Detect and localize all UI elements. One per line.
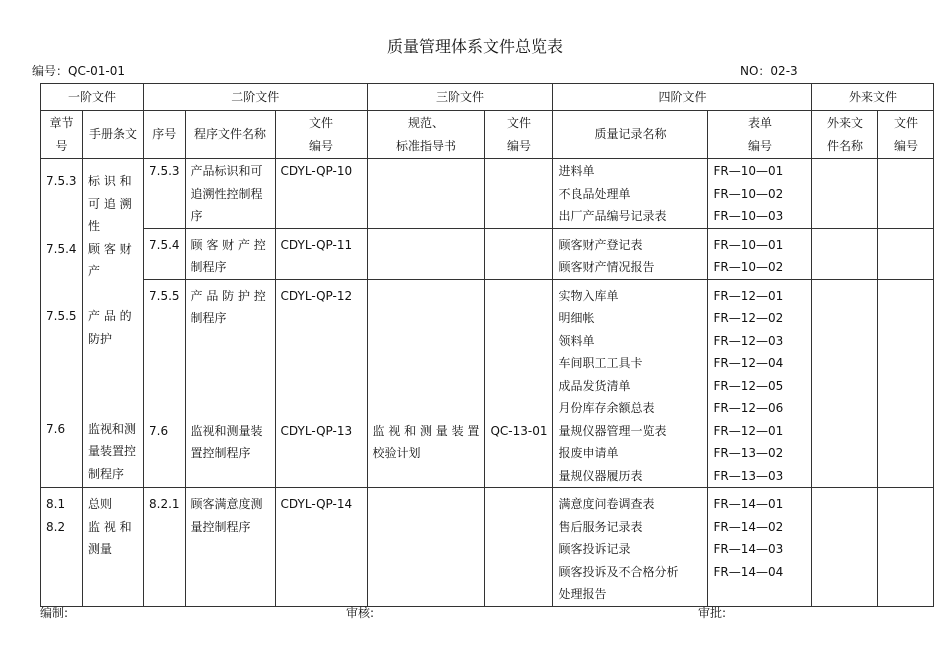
procedure-number xyxy=(281,397,362,420)
column-header xyxy=(83,111,144,159)
column-header xyxy=(812,111,878,159)
quality-record-name: 售后服务记录表 xyxy=(558,519,643,534)
manual-clause xyxy=(88,283,138,306)
column-header-text: 序号 xyxy=(152,127,177,141)
form-number-cell xyxy=(708,159,812,229)
external-document-number-cell xyxy=(878,228,934,279)
form-number: FR—14—02 xyxy=(713,519,784,534)
chapter-number: 7.5.4 xyxy=(46,241,77,256)
chapter-number: 7.6 xyxy=(46,421,66,436)
column-header xyxy=(878,111,934,159)
chapter-number: 8.2 xyxy=(46,519,66,534)
quality-record-name: 量规仪器管理一览表 xyxy=(558,423,667,438)
column-header xyxy=(553,111,708,159)
external-document-number-cell xyxy=(878,279,934,488)
procedure-number xyxy=(281,307,362,330)
group-header: 二阶文件 xyxy=(144,84,368,111)
procedure-name: 产品标识和可 xyxy=(190,164,263,178)
procedure-name xyxy=(191,352,270,375)
sequence-number xyxy=(149,330,180,353)
table-section-row xyxy=(41,159,934,229)
standard-guide: 校验计划 xyxy=(372,446,421,460)
quality-record-name: 顾客财产登记表 xyxy=(558,237,643,252)
procedure-name: 量控制程序 xyxy=(190,519,251,534)
manual-clause: 性 xyxy=(88,219,101,233)
procedure-name: 产 品 防 护 控 xyxy=(190,288,266,303)
chapter-number xyxy=(46,463,77,486)
form-number: FR—10—01 xyxy=(713,237,784,252)
group-header: 外来文件 xyxy=(812,84,934,111)
procedure-name: 制程序 xyxy=(190,311,227,325)
chapter-number xyxy=(46,215,77,238)
standard-number-cell xyxy=(485,228,553,279)
column-header xyxy=(275,111,367,159)
manual-clause: 防护 xyxy=(88,331,113,346)
chapter-number: 7.5.3 xyxy=(46,174,77,188)
form-number-cell xyxy=(708,228,812,279)
chapter-number: 8.1 xyxy=(46,497,66,511)
form-number-cell xyxy=(708,488,812,607)
form-number: FR—12—01 xyxy=(713,288,784,303)
quality-record-name: 顾客财产情况报告 xyxy=(558,260,655,274)
quality-record-name-cell xyxy=(553,228,708,279)
quality-record-name: 顾客投诉及不合格分析 xyxy=(558,564,679,579)
quality-record-name: 领料单 xyxy=(558,333,595,348)
sequence-number-cell xyxy=(144,488,186,607)
sequence-number-cell xyxy=(144,279,186,488)
standard-guide-cell xyxy=(367,228,485,279)
procedure-name-cell xyxy=(185,488,275,607)
column-header-text: 件名称 xyxy=(826,138,863,153)
column-header-text: 文件编号 xyxy=(893,115,918,153)
standard-guide xyxy=(373,352,480,375)
column-header-text: 规范、 xyxy=(407,115,444,130)
manual-clause-cell xyxy=(83,159,144,488)
column-header xyxy=(144,111,186,159)
manual-clause xyxy=(88,350,138,373)
sequence-number: 7.6 xyxy=(149,423,169,438)
approved-by-label: 审批: xyxy=(698,606,727,620)
procedure-number xyxy=(281,330,362,353)
quality-record-name: 明细帐 xyxy=(558,311,595,325)
quality-record-name: 量规仪器履历表 xyxy=(558,468,643,483)
quality-record-name: 不良品处理单 xyxy=(558,186,631,201)
procedure-name: 置控制程序 xyxy=(190,446,251,460)
external-document-name-cell xyxy=(812,488,878,607)
sequence-number-cell xyxy=(144,159,186,229)
column-header-text: 手册条文 xyxy=(88,127,137,141)
procedure-number: CDYL-QP-12 xyxy=(280,288,353,303)
chapter-number xyxy=(46,440,77,463)
quality-record-name: 成品发货清单 xyxy=(558,378,631,393)
column-header-text: 标准指导书 xyxy=(395,138,456,153)
standard-guide-cell xyxy=(367,159,485,229)
quality-record-name: 月份库存余额总表 xyxy=(558,401,655,415)
standard-guide xyxy=(373,375,480,398)
chapter-number: 7.5.5 xyxy=(46,309,77,323)
procedure-number xyxy=(281,375,362,398)
procedure-number-cell xyxy=(275,279,367,488)
sequence-number: 7.5.3 xyxy=(149,164,180,178)
quality-record-name: 满意度问卷调查表 xyxy=(558,497,655,511)
group-header: 四阶文件 xyxy=(553,84,812,111)
sequence-number xyxy=(149,375,180,398)
form-number: FR—12—02 xyxy=(713,311,784,325)
external-document-name-cell xyxy=(812,279,878,488)
procedure-name xyxy=(191,397,270,420)
manual-clause: 量装置控 xyxy=(88,444,137,458)
chapter-cell xyxy=(41,159,83,488)
form-number: FR—14—03 xyxy=(713,542,784,556)
chapter-number xyxy=(46,395,77,418)
form-number: FR—10—03 xyxy=(713,209,784,223)
column-header-text: 程序文件名称 xyxy=(194,127,267,141)
procedure-number: CDYL-QP-10 xyxy=(280,164,353,178)
procedure-name: 顾客满意度测 xyxy=(190,497,263,511)
standard-number: QC-13-01 xyxy=(490,423,548,438)
chapter-number xyxy=(46,373,77,396)
procedure-number-cell xyxy=(275,488,367,607)
sequence-number xyxy=(149,397,180,420)
table-section-row xyxy=(41,279,934,488)
manual-clause: 监 视 和 xyxy=(88,519,132,534)
form-number: FR—12—05 xyxy=(713,378,784,393)
manual-clause: 可 追 溯 xyxy=(88,196,132,211)
manual-clause xyxy=(88,395,138,418)
procedure-number: CDYL-QP-14 xyxy=(280,497,353,511)
procedure-name-cell xyxy=(185,159,275,229)
manual-clause: 产 品 的 xyxy=(88,309,132,323)
quality-record-name: 实物入库单 xyxy=(558,288,619,303)
column-header xyxy=(367,111,485,159)
procedure-number-cell xyxy=(275,159,367,229)
form-number: FR—12—01 xyxy=(713,423,784,438)
procedure-name: 序 xyxy=(190,209,203,223)
procedure-number: CDYL-QP-13 xyxy=(280,423,353,438)
form-number: FR—13—03 xyxy=(713,468,784,483)
manual-clause: 制程序 xyxy=(88,466,125,481)
column-header xyxy=(185,111,275,159)
form-number: FR—10—02 xyxy=(713,260,784,274)
standard-number xyxy=(490,285,547,308)
procedure-name-cell xyxy=(185,279,275,488)
chapter-cell xyxy=(41,488,83,607)
quality-record-name: 车间职工工具卡 xyxy=(558,356,643,370)
standard-guide xyxy=(373,397,480,420)
standard-number xyxy=(490,352,547,375)
quality-record-name: 报废申请单 xyxy=(558,446,619,460)
prepared-by-label: 编制: xyxy=(40,606,69,620)
group-header: 三阶文件 xyxy=(367,84,553,111)
column-header-text: 文件编号 xyxy=(506,115,531,153)
manual-clause: 产 xyxy=(88,264,101,278)
procedure-number xyxy=(281,352,362,375)
procedure-name: 制程序 xyxy=(190,260,227,274)
manual-clause: 测量 xyxy=(88,542,113,556)
column-header-text: 章节号 xyxy=(49,115,74,153)
quality-record-name-cell xyxy=(553,488,708,607)
sequence-number-cell xyxy=(144,228,186,279)
page-title: 质量管理体系文件总览表 xyxy=(386,37,563,56)
standard-guide-cell xyxy=(367,488,485,607)
external-document-name-cell xyxy=(812,228,878,279)
form-number: FR—10—01 xyxy=(713,164,784,178)
document-number: 编号：QC-01-01 xyxy=(32,64,126,78)
quality-record-name: 进料单 xyxy=(558,164,595,178)
manual-clause: 标 识 和 xyxy=(88,174,132,188)
group-header: 一阶文件 xyxy=(41,84,144,111)
procedure-name: 追溯性控制程 xyxy=(190,186,263,201)
quality-record-name: 顾客投诉记录 xyxy=(558,542,631,556)
procedure-name: 监视和测量装 xyxy=(190,423,263,438)
sequence-number xyxy=(149,352,180,375)
manual-clause: 监视和测 xyxy=(88,421,137,436)
column-header-row xyxy=(41,111,934,159)
quality-record-name-cell xyxy=(553,159,708,229)
sequence-number xyxy=(149,307,180,330)
column-header-text: 外来文 xyxy=(826,115,863,130)
external-document-name-cell xyxy=(812,159,878,229)
manual-clause-cell xyxy=(83,488,144,607)
form-number: FR—12—03 xyxy=(713,333,784,348)
column-header xyxy=(708,111,812,159)
column-header-text: 文件编号 xyxy=(309,115,334,153)
column-header xyxy=(41,111,83,159)
table-section-row xyxy=(41,228,934,279)
standard-number-cell xyxy=(485,159,553,229)
sequence-number: 7.5.4 xyxy=(149,237,180,252)
form-number: FR—14—01 xyxy=(713,497,784,511)
chapter-number xyxy=(46,350,77,373)
group-header-row xyxy=(41,84,934,111)
procedure-number-cell xyxy=(275,228,367,279)
standard-number-cell xyxy=(485,279,553,488)
form-number: FR—10—02 xyxy=(713,186,784,201)
standard-guide xyxy=(373,285,480,308)
form-number: FR—12—06 xyxy=(713,401,784,415)
manual-clause: 总则 xyxy=(88,497,113,511)
manual-clause: 顾 客 财 xyxy=(88,241,132,256)
procedure-name xyxy=(191,375,270,398)
standard-number xyxy=(490,397,547,420)
procedure-number: CDYL-QP-11 xyxy=(280,237,353,252)
reviewed-by-label: 审核: xyxy=(346,606,375,620)
procedure-name: 顾 客 财 产 控 xyxy=(190,237,266,252)
column-header xyxy=(485,111,553,159)
sheet-number: NO：02-3 xyxy=(740,64,798,78)
standard-guide: 监 视 和 测 量 装 置 xyxy=(372,423,480,438)
quality-record-name: 处理报告 xyxy=(558,587,607,601)
chapter-number xyxy=(46,260,77,283)
form-number: FR—14—04 xyxy=(713,564,784,579)
form-number: FR—12—04 xyxy=(713,356,784,370)
standard-guide xyxy=(373,330,480,353)
standard-number xyxy=(490,307,547,330)
column-header-text: 表单编号 xyxy=(747,115,772,153)
form-number-cell xyxy=(708,279,812,488)
chapter-number xyxy=(46,328,77,351)
external-document-number-cell xyxy=(878,488,934,607)
form-number: FR—13—02 xyxy=(713,446,784,460)
standard-guide xyxy=(373,307,480,330)
manual-clause xyxy=(88,373,138,396)
chapter-number xyxy=(46,283,77,306)
procedure-name-cell xyxy=(185,228,275,279)
standard-guide-cell xyxy=(367,279,485,488)
procedure-name xyxy=(191,330,270,353)
standard-number xyxy=(490,375,547,398)
table-section-row xyxy=(41,488,934,607)
sequence-number: 7.5.5 xyxy=(149,288,180,303)
quality-record-name-cell xyxy=(553,279,708,488)
sequence-number: 8.2.1 xyxy=(149,497,180,511)
standard-number xyxy=(490,330,547,353)
external-document-number-cell xyxy=(878,159,934,229)
chapter-number xyxy=(46,193,77,216)
document-overview-table xyxy=(40,83,934,607)
column-header-text: 质量记录名称 xyxy=(594,127,667,141)
quality-record-name: 出厂产品编号记录表 xyxy=(558,209,667,223)
standard-number-cell xyxy=(485,488,553,607)
